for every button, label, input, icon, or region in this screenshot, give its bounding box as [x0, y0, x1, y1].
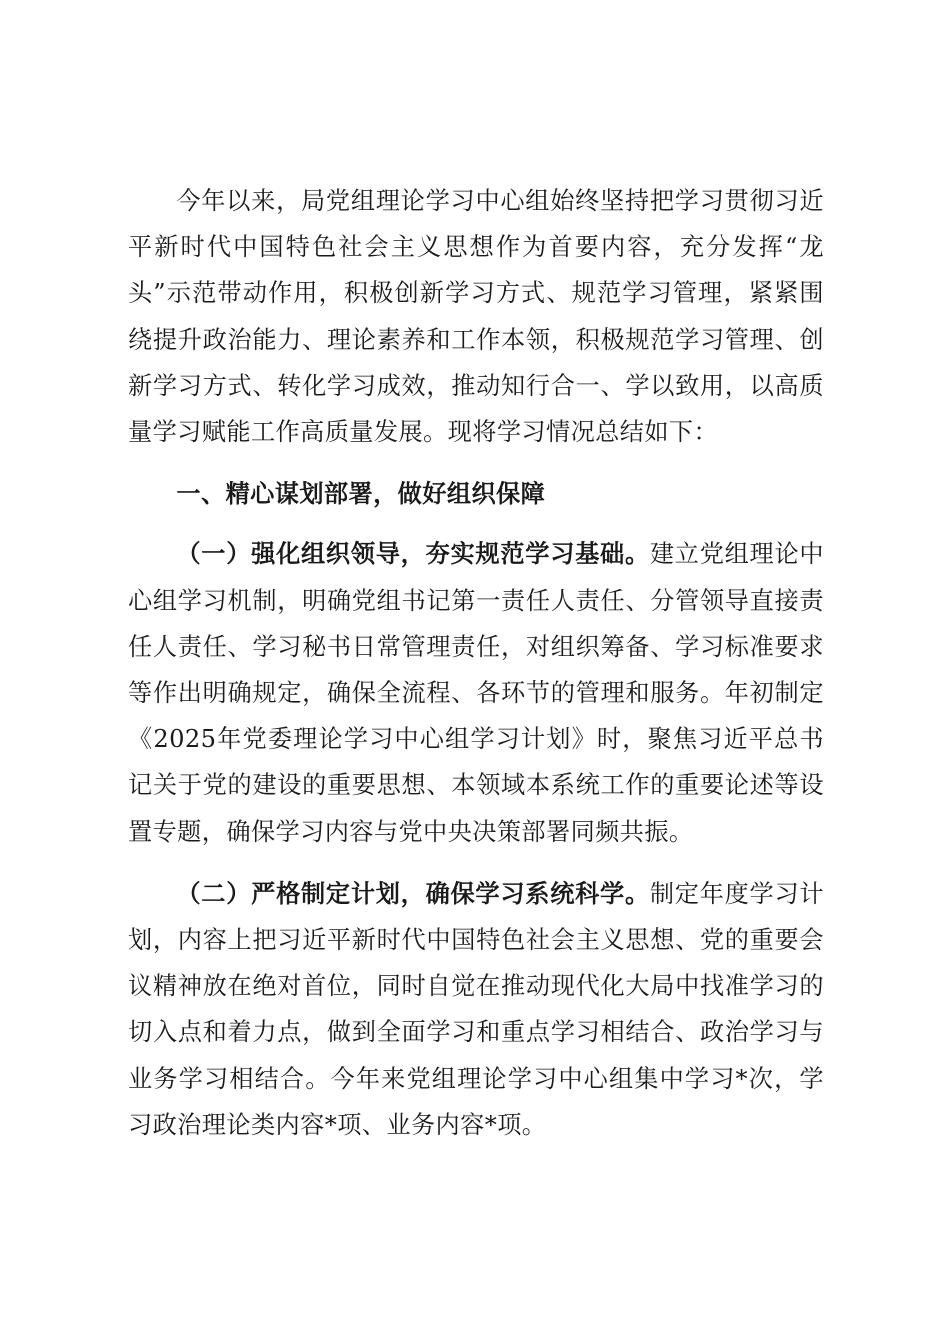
subsection-title-2: （二）严格制定计划，确保学习系统科学。 [176, 879, 650, 908]
subsection-paragraph-1 [128, 531, 824, 854]
intro-paragraph: 今年以来，局党组理论学习中心组始终坚持把学习贯彻习近平新时代中国特色社会主义思想作为首要内容，充分发挥“龙头”示范带动作用，积极创新学习方式、规范学习管理，紧紧围绕提升政治能力、理论素养和工作本领，积极规范学习管理、创新学习方式、转化学习成效，推动知行合一、学以致用，以高质量学习赋能工作高质量发展。现将学习情况总结如下： [128, 187, 824, 447]
subsection-body-2: 制定年度学习计划，内容上把习近平新时代中国特色社会主义思想、党的重要会议精神放在绝对首位，同时自觉在推动现代化大局中找准学习的切入点和着力点，做到全面学习和重点学习相结合、政治学习与业务学习相结合。今年来党组理论学习中心组集中学习*次，学习政治理论类内容*项、业务内容*项。 [128, 879, 824, 1139]
subsection-paragraph-2 [128, 871, 824, 1148]
section-heading: 一、精心谋划部署，做好组织保障 [176, 480, 546, 509]
subsection-body-1: 建立党组理论中心组学习机制，明确党组书记第一责任人责任、分管领导直接责任人责任、学习秘书日常管理责任，对组织筹备、学习标准要求等作出明确规定，确保全流程、各环节的管理和服务。年初制定《2025年党委理论学习中心组学习计划》时，聚焦习近平总书记关于党的建设的重要思想、本领域本系统工作的重要论述等设置专题，确保学习内容与党中央决策部署同频共振。 [128, 540, 824, 846]
subsection-title-1: （一）强化组织领导，夯实规范学习基础。 [176, 540, 650, 569]
document-body [128, 178, 824, 1164]
